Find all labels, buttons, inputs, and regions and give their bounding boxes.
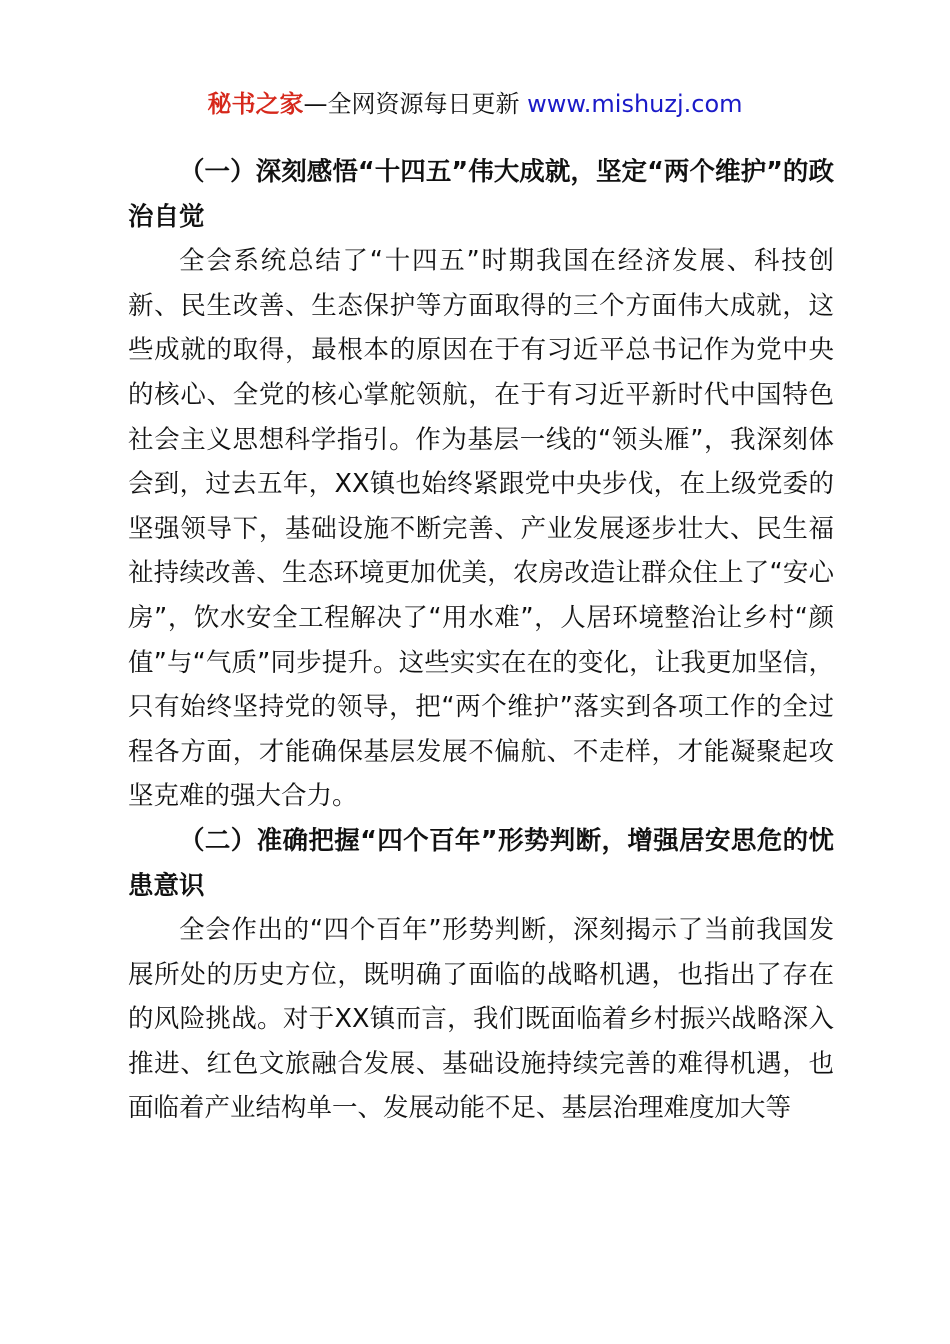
section-heading-2: （二）准确把握“四个百年”形势判断，增强居安思危的忧患意识 xyxy=(128,825,834,901)
section-heading-1: （一）深刻感悟“十四五”伟大成就，坚定“两个维护”的政治自觉 xyxy=(128,157,834,232)
document-body xyxy=(128,150,834,1131)
section-paragraph-1: 全会系统总结了“十四五”时期我国在经济发展、科技创新、民生改善、生态保护等方面取得的三个方面伟大成就，这些成就的取得，最根本的原因在于有习近平总书记作为党中央的核心、全党的核心掌舵领航，在于有习近平新时代中国特色社会主义思想科学指引。作为基层一线的“领头雁”，我深刻体会到，过去五年，XX镇也始终紧跟党中央步伐，在上级党委的坚强领导下，基础设施不断完善、产业发展逐步壮大、民生福祉持续改善、生态环境更加优美，农房改造让群众住上了“安心房”，饮水安全工程解决了“用水难”，人居环境整治让乡村“颜值”与“气质”同步提升。这些实实在在的变化，让我更加坚信，只有始终坚持党的领导，把“两个维护”落实到各项工作的全过程各方面，才能确保基层发展不偏航、不走样，才能凝聚起攻坚克难的强大合力。 xyxy=(128,246,834,812)
site-header xyxy=(0,86,950,122)
site-brand: 秘书之家 xyxy=(207,90,304,118)
site-slogan: —全网资源每日更新 xyxy=(303,90,528,118)
site-url[interactable]: www.mishuzj.com xyxy=(527,90,743,118)
section-paragraph-2: 全会作出的“四个百年”形势判断，深刻揭示了当前我国发展所处的历史方位，既明确了面临的战略机遇，也指出了存在的风险挑战。对于XX镇而言，我们既面临着乡村振兴战略深入推进、红色文旅融合发展、基础设施持续完善的难得机遇，也面临着产业结构单一、发展动能不足、基层治理难度加大等 xyxy=(128,915,834,1124)
